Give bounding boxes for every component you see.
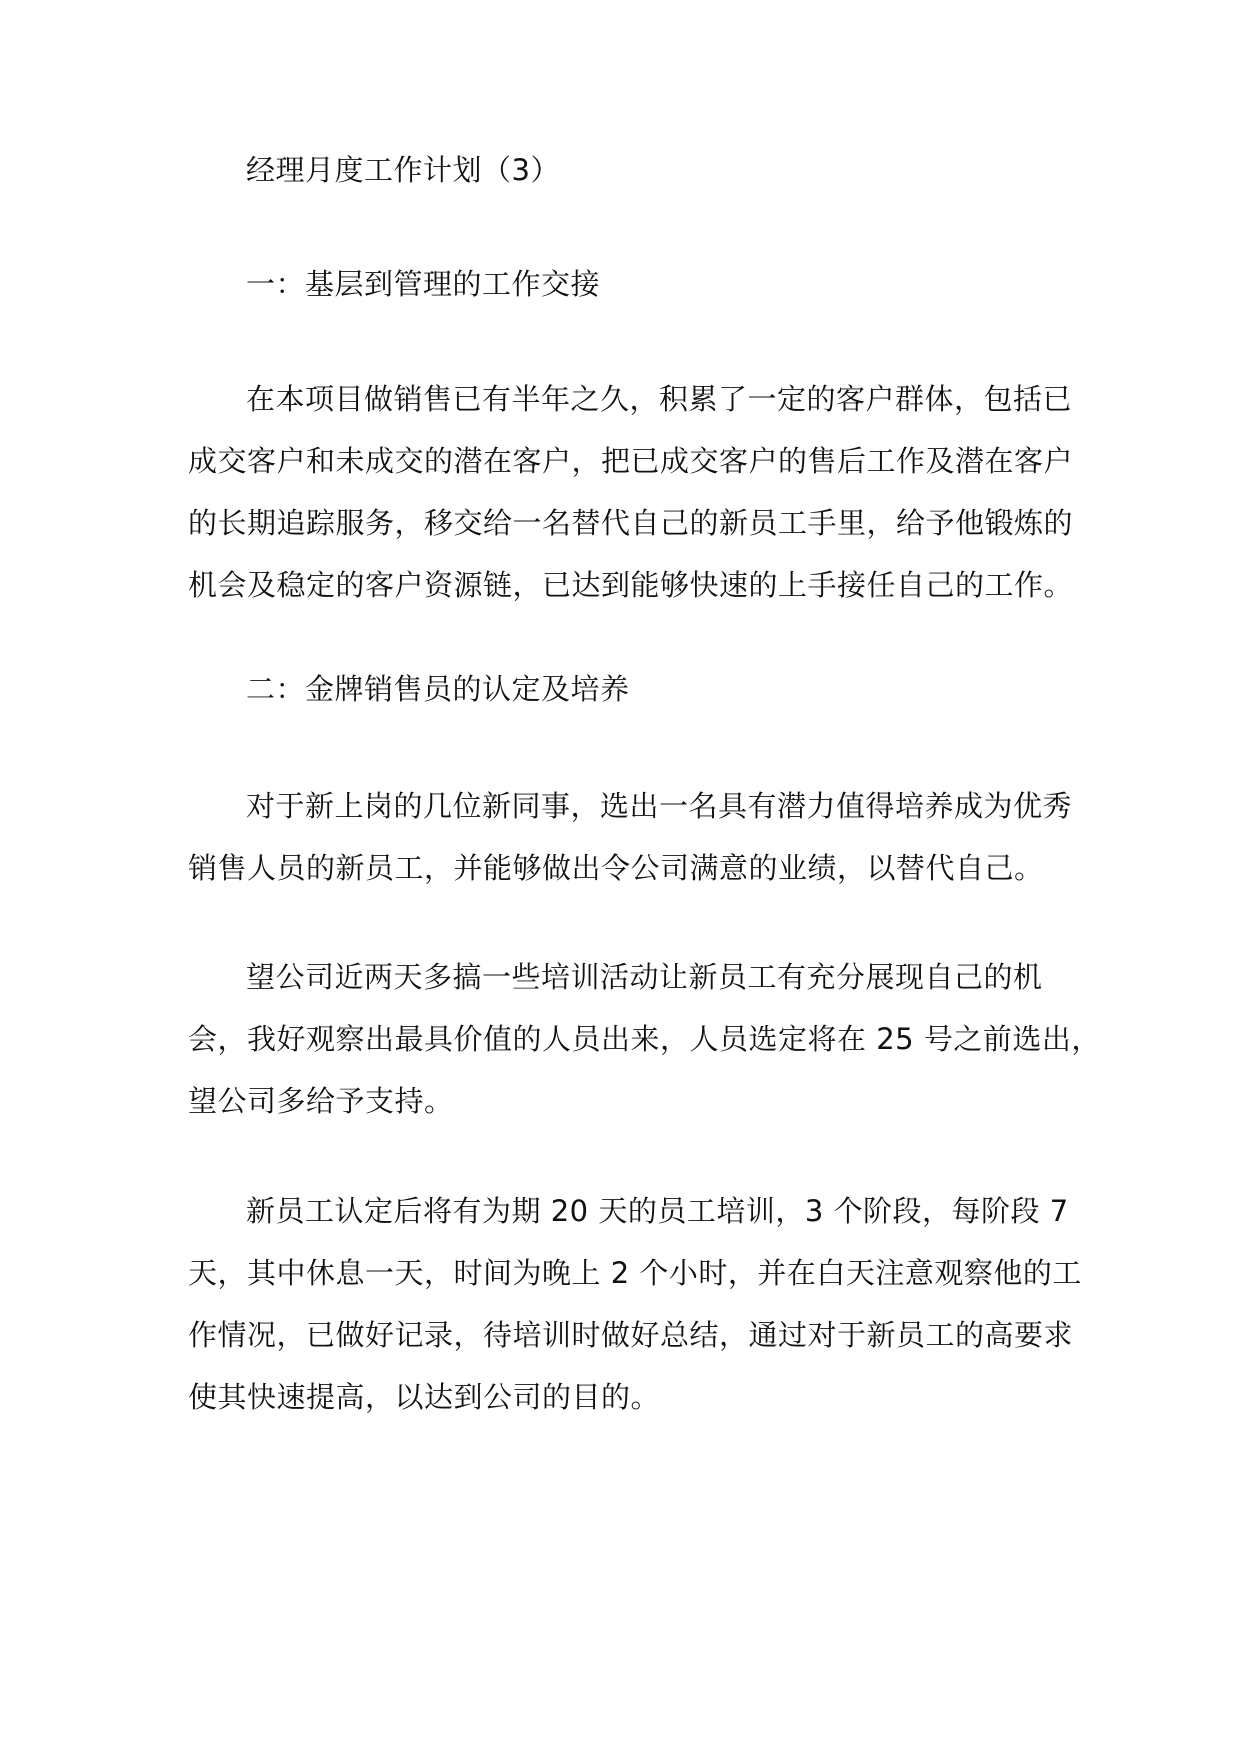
paragraph-line: 望公司近两天多搞一些培训活动让新员工有充分展现自己的机	[246, 960, 1043, 994]
paragraph-line: 作情况，已做好记录，待培训时做好总结，通过对于新员工的高要求	[188, 1318, 1074, 1352]
paragraph-line: 销售人员的新员工，并能够做出令公司满意的业绩，以替代自己。	[188, 851, 1044, 885]
section-heading-1	[188, 253, 1060, 315]
document-title	[188, 139, 1060, 201]
paragraph-line: 天，其中休息一天，时间为晚上 2 个小时，并在白天注意观察他的工	[188, 1256, 1082, 1290]
paragraph-2	[188, 775, 1073, 899]
paragraph-line: 机会及稳定的客户资源链，已达到能够快速的上手接任自己的工作。	[188, 568, 1074, 602]
heading-text: 一：基层到管理的工作交接	[246, 267, 601, 301]
paragraph-3	[188, 946, 1101, 1132]
section-heading-2	[188, 658, 1060, 720]
paragraph-line: 的长期追踪服务，移交给一名替代自己的新员工手里，给予他锻炼的	[188, 506, 1074, 540]
paragraph-line: 望公司多给予支持。	[188, 1084, 454, 1118]
heading-text: 二：金牌销售员的认定及培养	[246, 672, 630, 706]
title-text: 经理月度工作计划（3）	[246, 153, 560, 187]
paragraph-line: 会，我好观察出最具价值的人员出来，人员选定将在 25 号之前选出，	[188, 1022, 1101, 1056]
paragraph-1	[188, 368, 1074, 616]
paragraph-line: 新员工认定后将有为期 20 天的员工培训，3 个阶段，每阶段 7	[246, 1194, 1069, 1228]
paragraph-4	[188, 1180, 1082, 1428]
paragraph-line: 使其快速提高，以达到公司的目的。	[188, 1380, 661, 1414]
paragraph-line: 在本项目做销售已有半年之久，积累了一定的客户群体，包括已	[246, 382, 1073, 416]
paragraph-line: 成交客户和未成交的潜在客户，把已成交客户的售后工作及潜在客户	[188, 444, 1074, 478]
paragraph-line: 对于新上岗的几位新同事，选出一名具有潜力值得培养成为优秀	[246, 789, 1073, 823]
